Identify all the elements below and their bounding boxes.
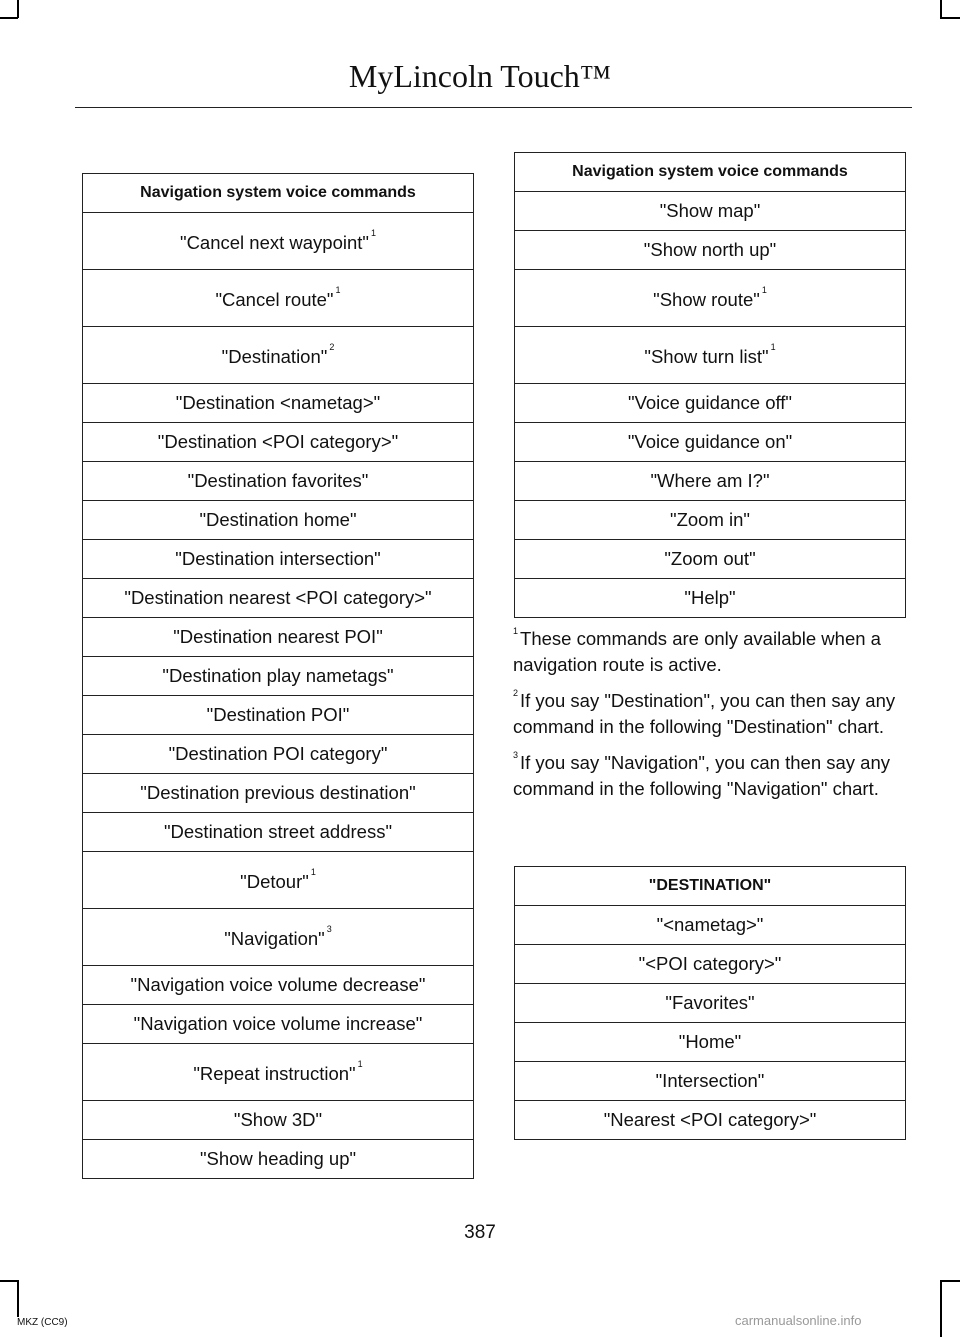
command-text: "Nearest <POI category>" <box>603 1109 817 1130</box>
table-row <box>83 909 474 966</box>
command-cell <box>515 540 906 579</box>
command-text: "Destination nearest <POI category>" <box>124 587 432 608</box>
footnote-marker: 3 <box>326 923 332 934</box>
table-row <box>83 540 474 579</box>
command-text: "Destination intersection" <box>175 548 381 569</box>
footnote-marker: 2 <box>329 341 335 352</box>
crop-mark-bottom-left-v <box>17 1280 19 1317</box>
crop-mark-bottom-right-v <box>940 1280 942 1337</box>
command-text: "Show map" <box>659 200 761 221</box>
command-text: "Favorites" <box>665 992 755 1013</box>
command-cell <box>83 270 474 327</box>
command-cell <box>515 231 906 270</box>
command-text: "Show 3D" <box>233 1109 323 1130</box>
command-text: "Destination" <box>221 346 328 367</box>
command-text: "<nametag>" <box>656 914 764 935</box>
table-row <box>515 1101 906 1140</box>
header-divider <box>75 107 912 108</box>
crop-mark-top-left-v <box>17 0 19 18</box>
command-cell <box>83 618 474 657</box>
command-text: "Destination POI category" <box>168 743 388 764</box>
table-row <box>83 852 474 909</box>
command-cell <box>83 1101 474 1140</box>
crop-mark-bottom-left-h <box>0 1280 18 1282</box>
left-table-title: Navigation system voice commands <box>83 174 474 213</box>
page-number: 387 <box>464 1222 496 1243</box>
table-row <box>83 696 474 735</box>
table-row <box>515 423 906 462</box>
command-text: "Voice guidance off" <box>628 392 792 413</box>
command-text: "Cancel route" <box>215 289 334 310</box>
table-row <box>83 1044 474 1101</box>
table-row <box>83 774 474 813</box>
table-row <box>83 1140 474 1179</box>
command-cell <box>515 423 906 462</box>
command-cell <box>83 813 474 852</box>
command-cell <box>83 213 474 270</box>
table-row <box>515 462 906 501</box>
model-code: MKZ (CC9) <box>17 1317 68 1328</box>
footnote-marker: 1 <box>335 284 341 295</box>
table-row <box>515 579 906 618</box>
command-cell <box>83 540 474 579</box>
right-commands-table <box>514 152 906 618</box>
command-text: "Show heading up" <box>199 1148 357 1169</box>
table-row <box>83 579 474 618</box>
crop-mark-top-right-h <box>940 17 960 19</box>
footnote-marker: 1 <box>310 866 316 877</box>
table-row <box>515 984 906 1023</box>
command-cell <box>515 984 906 1023</box>
command-cell <box>83 852 474 909</box>
command-text: "Help" <box>684 587 736 608</box>
command-cell <box>515 270 906 327</box>
table-row <box>515 270 906 327</box>
table-row <box>515 1062 906 1101</box>
command-cell <box>83 501 474 540</box>
footnotes <box>513 622 908 808</box>
crop-mark-bottom-right-h <box>940 1280 960 1282</box>
command-cell <box>83 696 474 735</box>
table-row <box>515 231 906 270</box>
table-row <box>83 270 474 327</box>
crop-mark-top-right-v <box>940 0 942 18</box>
crop-mark-top-left-h <box>0 17 18 19</box>
table-row <box>83 327 474 384</box>
command-cell <box>83 1140 474 1179</box>
table-row <box>515 327 906 384</box>
command-cell <box>83 327 474 384</box>
command-cell <box>83 423 474 462</box>
command-text: "Destination previous destination" <box>140 782 416 803</box>
command-cell <box>83 384 474 423</box>
command-text: "Destination <POI category>" <box>157 431 399 452</box>
table-row <box>515 540 906 579</box>
footnote-1: $^1$ These commands are only available when a navigation route is active. <box>513 626 881 676</box>
footnote-marker: 1 <box>370 227 376 238</box>
command-cell <box>515 327 906 384</box>
table-row <box>83 384 474 423</box>
footnote-3: $^3$ If you say "Navigation", you can then say any command in the following "Navigation" chart. <box>513 750 890 800</box>
command-text: "Show turn list" <box>644 346 769 367</box>
command-cell <box>83 774 474 813</box>
table-row <box>83 213 474 270</box>
command-cell <box>515 579 906 618</box>
table-row <box>515 945 906 984</box>
command-text: "Destination favorites" <box>187 470 369 491</box>
command-text: "Navigation voice volume decrease" <box>130 974 426 995</box>
command-cell <box>515 462 906 501</box>
command-text: "Voice guidance on" <box>627 431 793 452</box>
command-cell <box>83 1005 474 1044</box>
destination-table-title: "DESTINATION" <box>515 867 906 906</box>
command-text: "Intersection" <box>655 1070 765 1091</box>
command-cell <box>515 384 906 423</box>
footnote-marker: 1 <box>357 1058 363 1069</box>
table-row <box>83 423 474 462</box>
command-cell <box>515 945 906 984</box>
command-cell <box>515 1062 906 1101</box>
command-text: "Navigation voice volume increase" <box>133 1013 423 1034</box>
command-cell <box>83 462 474 501</box>
command-cell <box>83 966 474 1005</box>
footnote-marker: 1 <box>770 341 776 352</box>
command-text: "Destination home" <box>199 509 357 530</box>
command-text: "Destination <nametag>" <box>175 392 381 413</box>
command-cell <box>83 657 474 696</box>
command-cell <box>515 1101 906 1140</box>
command-text: "Destination street address" <box>163 821 393 842</box>
table-row <box>515 1023 906 1062</box>
watermark: carmanualsonline.info <box>735 1313 862 1328</box>
table-row <box>515 192 906 231</box>
left-commands-table <box>82 173 474 1179</box>
footnote-marker: 1 <box>761 284 767 295</box>
command-cell <box>83 735 474 774</box>
command-cell <box>515 501 906 540</box>
command-text: "Destination POI" <box>206 704 350 725</box>
command-cell <box>83 909 474 966</box>
table-row <box>515 384 906 423</box>
table-row <box>83 462 474 501</box>
command-cell <box>515 1023 906 1062</box>
table-row <box>83 1005 474 1044</box>
command-text: "Detour" <box>240 871 309 892</box>
table-row <box>83 657 474 696</box>
command-cell <box>83 1044 474 1101</box>
table-row <box>515 906 906 945</box>
command-text: "Repeat instruction" <box>193 1063 356 1084</box>
command-text: "Home" <box>678 1031 742 1052</box>
command-text: "Navigation" <box>224 928 325 949</box>
table-row <box>83 966 474 1005</box>
command-text: "Cancel next waypoint" <box>180 232 369 253</box>
command-cell <box>83 579 474 618</box>
command-text: "Show route" <box>653 289 760 310</box>
table-row <box>83 618 474 657</box>
table-row <box>83 735 474 774</box>
command-text: "Destination nearest POI" <box>173 626 383 647</box>
command-cell <box>515 192 906 231</box>
right-table-title: Navigation system voice commands <box>515 153 906 192</box>
command-text: "Where am I?" <box>650 470 770 491</box>
command-cell <box>515 906 906 945</box>
command-text: "Zoom out" <box>664 548 756 569</box>
table-row <box>83 1101 474 1140</box>
table-row <box>83 813 474 852</box>
command-text: "<POI category>" <box>638 953 782 974</box>
table-row <box>83 501 474 540</box>
command-text: "Zoom in" <box>670 509 750 530</box>
page-header-title: MyLincoln Touch™ <box>348 58 612 94</box>
command-text: "Show north up" <box>643 239 777 260</box>
destination-table <box>514 866 906 1140</box>
table-row <box>515 501 906 540</box>
footnote-2: $^2$ If you say "Destination", you can then say any command in the following "Destination" chart. <box>513 688 896 738</box>
command-text: "Destination play nametags" <box>162 665 394 686</box>
